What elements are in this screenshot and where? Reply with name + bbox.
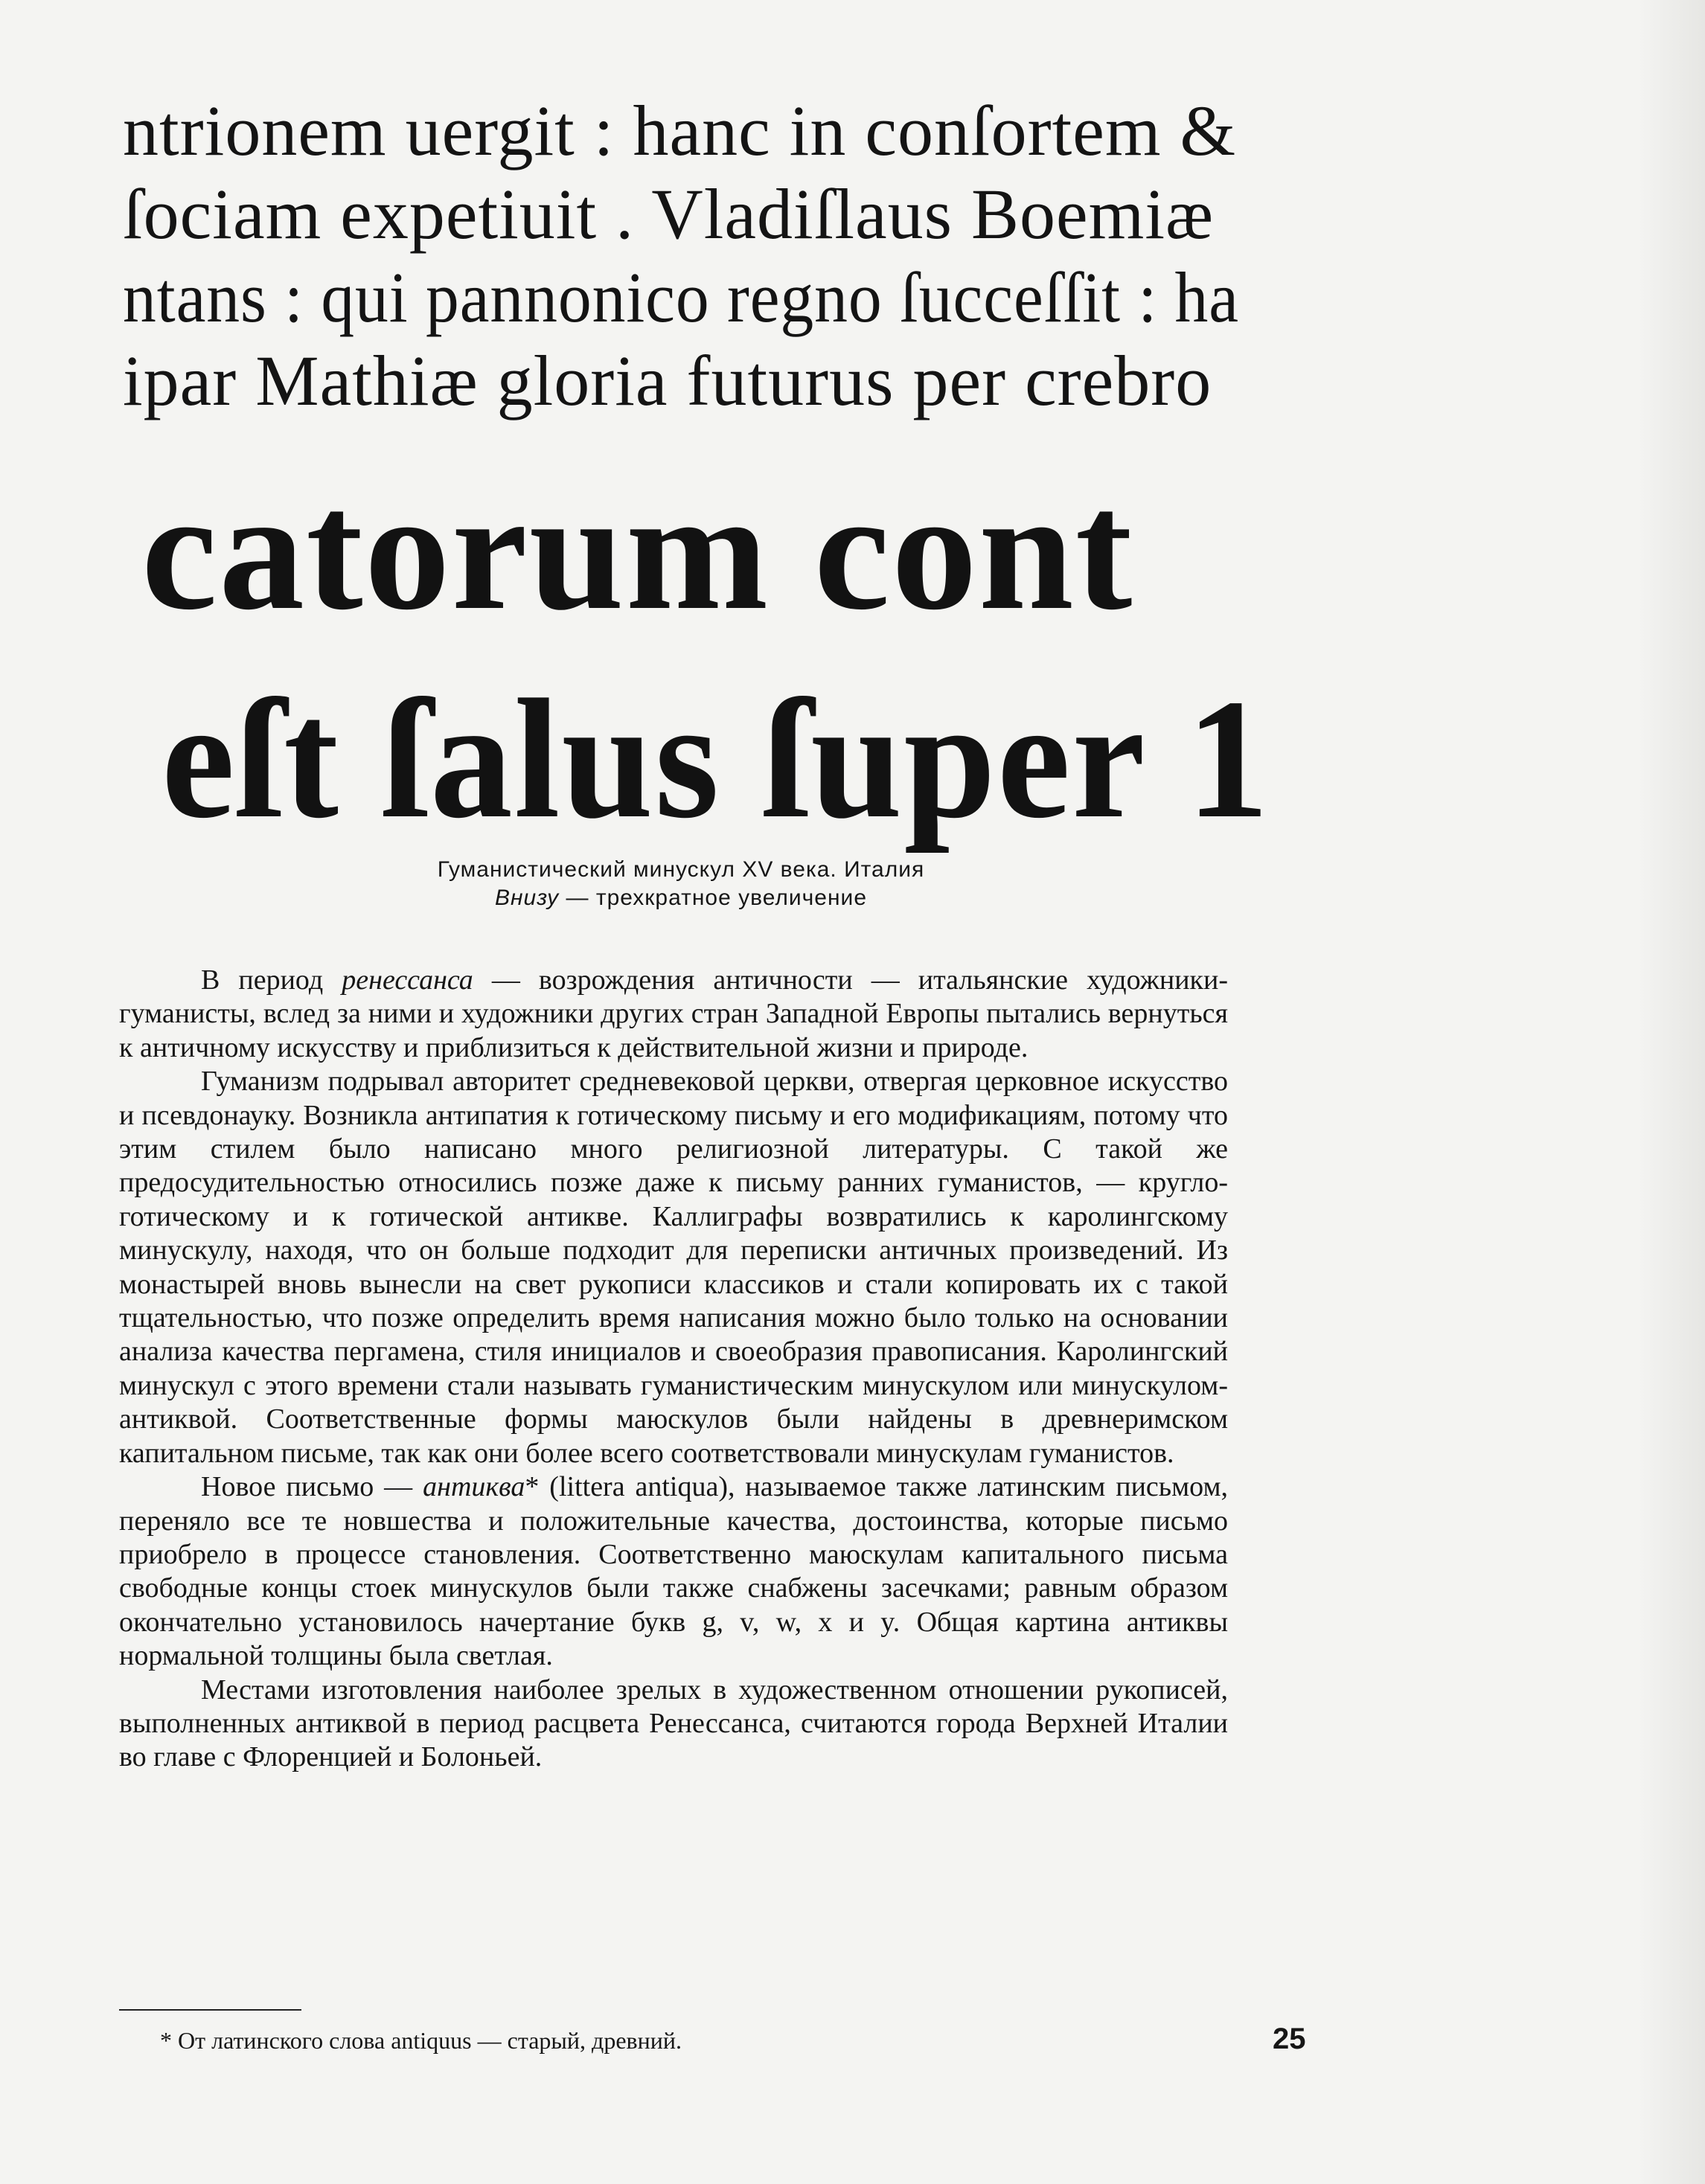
- caption-title: Гуманистический минускул XV века. Италия: [437, 857, 925, 882]
- enlarged-line: eſt ſalus ſuper 1: [161, 664, 1271, 854]
- calligraphy-specimen: [123, 89, 1239, 423]
- paragraph: Местами изготовления наиболее зрелых в художественном отношении рукописей, выполненных антиквой в период расцвета Ренессанса, считаются города Верхней Италии во главе с Флоренцией и Болоньей.: [119, 1674, 1228, 1773]
- specimen-line: ntans : qui pannonico regno ſucceſſit : ha: [123, 257, 1239, 337]
- italic-term: ренессанса: [342, 964, 473, 996]
- paragraph: Гуманизм подрывал авторитет средневековой церкви, отвергая церковное искусство и псевдонауку. Возникла антипатия к готическому письму и его модификациям, потому что этим стилем было написано много религиозной литературы. С такой же предосудительностью относились позже даже к письму ранних гуманистов, — кругло-готическому и к готической антикве. Каллиграфы возвратились к каролингскому минускулу, находя, что он больше подходит для переписки античных произведений. Из монастырей вновь вынесли на свет рукописи классиков и стали копировать их с такой тщательностью, что позже определить время написания можно было только на основании анализа качества пергамена, стиля инициалов и своеобразия правописания. Каролингский минускул с этого времени стали называть гуманистическим минускулом или минускулом-антиквой. Соответственные формы маюскулов были найдены в древнеримском капитальном письме, так как они более всего соответствовали минускулам гуманистов.: [119, 1066, 1228, 1469]
- caption-italic: Внизу: [495, 886, 560, 910]
- paragraph: [119, 1470, 1228, 1673]
- text-run: Новое письмо —: [201, 1471, 423, 1503]
- body-text: [119, 964, 1228, 1775]
- footnote: * От латинского слова antiquus — старый, древний.: [160, 2027, 682, 2054]
- specimen-line: ſociam expetiuit . Vladiſlaus Boemiæ: [123, 174, 1215, 254]
- text-run: — возрождения античности — итальянские художники-гуманисты, вслед за ними и художники других стран Западной Европы пытались вернуться к античному искусству и приблизиться к действительной жизни и природе.: [119, 964, 1228, 1063]
- page-edge-shadow: [1637, 0, 1705, 2184]
- caption-subtitle: [123, 884, 1239, 912]
- figure-caption: [123, 856, 1239, 912]
- specimen-line: ipar Mathiæ gloria futurus per crebro: [123, 341, 1212, 420]
- paragraph: [119, 964, 1228, 1065]
- specimen-line: ntrionem uergit : hanc in conſortem &: [123, 91, 1237, 170]
- text-run: В период: [201, 964, 342, 996]
- caption-rest: — трехкратное увеличение: [559, 886, 867, 910]
- text-run: * (littera antiqua), называемое также латинским письмом, переняло все те новшества и положительные качества, достоинства, которые письмо приобрело в процессе становления. Соответственно маюскулам капитального письма свободные концы стоек минускулов были также снабжены засечками; равным образом окончательно установилось начертание букв g, v, w, x и y. Общая картина антиквы нормальной толщины была светлая.: [119, 1471, 1228, 1672]
- enlarged-specimen: [141, 446, 1271, 863]
- italic-term: антиква: [423, 1471, 525, 1503]
- footnote-rule: [119, 2009, 301, 2011]
- page-number: 25: [1273, 2023, 1306, 2055]
- enlarged-line: catorum cont: [141, 455, 1134, 645]
